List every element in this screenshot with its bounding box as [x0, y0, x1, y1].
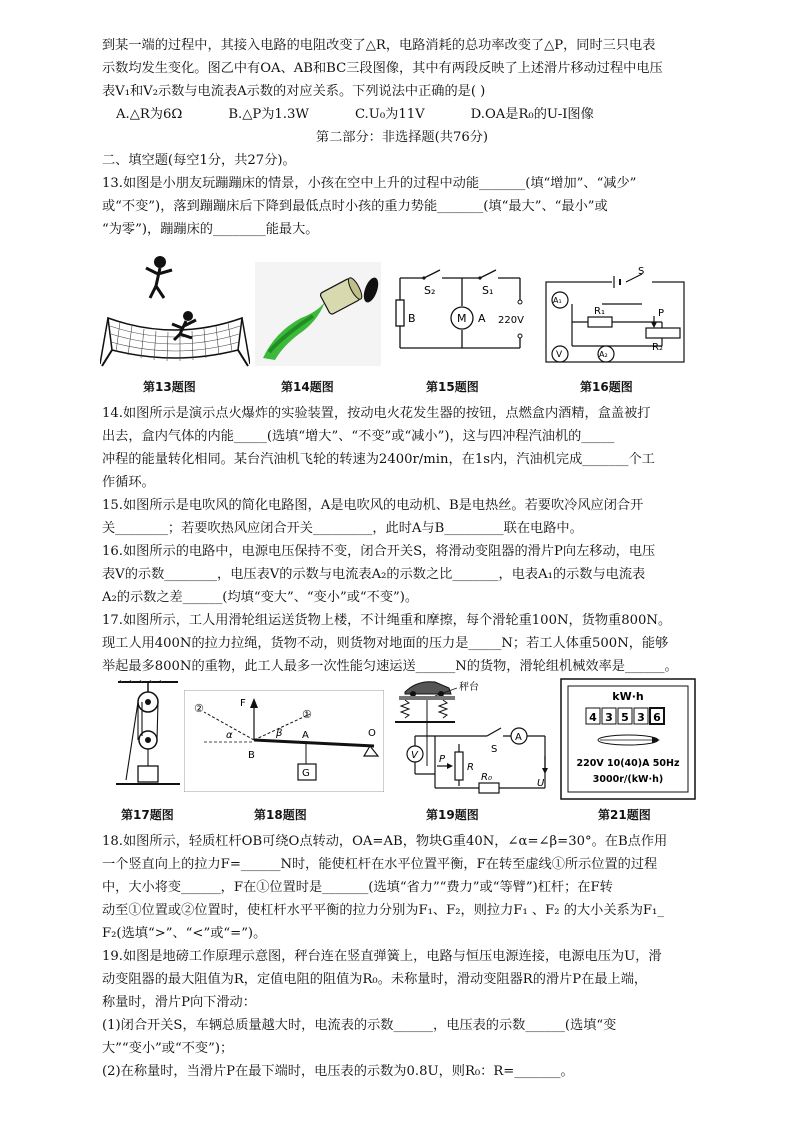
- q13-line2: 或“不变”)，落到蹦蹦床后下降到最低点时小孩的重力势能_______(填“最大”、“最小”或: [102, 199, 608, 214]
- fig16-v-label: V: [556, 350, 563, 360]
- fig18-o-label: O: [368, 728, 376, 739]
- fig21-digit-5: 6: [653, 711, 661, 724]
- caption-fig18: 第18题图: [254, 808, 307, 822]
- caption-fig14: 第14题图: [281, 380, 334, 394]
- q19-line6: (2)在称量时，当滑片P在最下端时，电压表的示数为0.8U，则R₀：R=_______。: [102, 1064, 574, 1079]
- fig21-digit-1: 4: [589, 711, 597, 724]
- q12-choices: [116, 103, 676, 126]
- fig16-circuit-diagram: [542, 262, 692, 370]
- fig18-circle2-label: ②: [194, 702, 204, 715]
- fig19-weighbridge-circuit: [395, 678, 553, 798]
- fig18-alpha-label: α: [226, 730, 233, 741]
- q14-line1: 14.如图所示是演示点火爆炸的实验装置，按动电火花发生器的按钮，点燃盒内酒精，盒盖被打: [102, 406, 651, 421]
- q14-line2: 出去，盒内气体的内能_____(选填“增大”、“不变”或“减小”)，这与四冲程汽油机的_____: [102, 429, 615, 444]
- fig16-p-label: P: [658, 308, 665, 319]
- part2-title: 第二部分：非选择题(共76分): [315, 130, 489, 145]
- fig21-digit-3: 5: [621, 711, 629, 724]
- caption-fig15: 第15题图: [426, 380, 479, 394]
- fig16-a1-label: A₁: [553, 296, 562, 305]
- fig18-beta-label: β: [276, 728, 283, 739]
- fig21-electricity-meter: [560, 678, 696, 800]
- q14-line4: 作循环。: [102, 475, 155, 490]
- fig16-r1-label: R₁: [594, 306, 605, 317]
- fig13-trampoline-illustration: [100, 254, 250, 370]
- fig19-u-label: U: [537, 778, 545, 789]
- q18-line4: 动至①位置或②位置时，使杠杆水平平衡的拉力分别为F₁、F₂，则拉力F₁ 、F₂ 的大小关系为F₁_: [102, 903, 664, 918]
- fig16-a2-label: A₂: [599, 350, 608, 359]
- q18-line2: 一个竖直向上的拉力F=______N时，能使杠杆在水平位置平衡，F在转至虚线①所示位置的过程: [102, 857, 658, 872]
- q12-line3: 表V₁和V₂示数与电流表A示数的对应关系。下列说法中正确的是( ): [102, 84, 486, 99]
- q18-line3: 中，大小将变______，F在①位置时是_______(选填“省力”“费力”或“等臂”)杠杆；在F转: [102, 880, 613, 895]
- fig18-f-label: F: [240, 698, 246, 709]
- fig18-circle1-label: ①: [302, 708, 312, 721]
- fig21-rev-label: 3000r/(kW·h): [592, 774, 664, 785]
- fig19-a-label: A: [515, 732, 522, 743]
- q14-line3: 冲程的能量转化相同。某台汽油机飞轮的转速为2400r/min，在1s内，汽油机完成_______个工: [102, 452, 655, 467]
- q15-line1: 15.如图所示是电吹风的简化电路图，A是电吹风的电动机、B是电热丝。若要吹冷风应闭合开: [102, 498, 644, 513]
- q16-line2: 表V的示数________，电压表V的示数与电流表A₂的示数之比_______，电表A₁的示数与电流表: [102, 567, 646, 582]
- caption-fig17: 第17题图: [121, 808, 174, 822]
- q17-line3: 举起最多800N的重物，此工人最多一次性能匀速运送______N的货物，滑轮组机械效率是______。: [102, 659, 678, 674]
- fig16-s-label: S: [638, 266, 645, 277]
- q12-line2: 示数均发生变化。图乙中有OA、AB和BC三段图像，其中有两段反映了上述滑片移动过程中电压: [102, 61, 663, 76]
- caption-fig19: 第19题图: [426, 808, 479, 822]
- q19-line5: 大”“变小”或“不变”)；: [102, 1041, 234, 1056]
- q15-line2: 关________；若要吹热风应闭合开关_________，此时A与B_________联在电路中。: [102, 521, 583, 536]
- q13-line3: “为零”)，蹦蹦床的________能最大。: [102, 222, 319, 237]
- fig17-pulley-system: [116, 680, 180, 792]
- q18-line1: 18.如图所示，轻质杠杆OB可绕O点转动，OA=AB，物块G重40N，∠α=∠β=30°。在B点作用: [102, 834, 668, 849]
- caption-fig21: 第21题图: [598, 808, 651, 822]
- q19-line4: (1)闭合开关S，车辆总质量越大时，电流表的示数______，电压表的示数______(选填“变: [102, 1018, 617, 1033]
- fig14-ignition-explosion-illustration: [255, 262, 381, 366]
- q12-choice-b: B.△P为1.3W: [228, 107, 309, 122]
- caption-fig16: 第16题图: [580, 380, 633, 394]
- q17-line2: 现工人用400N的拉力拉绳，货物不动，则货物对地面的压力是_____N；若工人体重500N，能够: [102, 636, 669, 651]
- q12-choice-c: C.U₀为11V: [354, 107, 425, 122]
- fig15-hair-dryer-circuit: [390, 266, 530, 360]
- fig15-s2-label: S₂: [424, 284, 436, 297]
- q19-line2: 动变阻器的最大阻值为R，定值电阻的阻值为R₀。未称量时，滑动变阻器R的滑片P在最上端，: [102, 972, 648, 987]
- fig15-s1-label: S₁: [482, 284, 494, 297]
- q19-line1: 19.如图是地磅工作原理示意图，秤台连在竖直弹簧上，电路与恒压电源连接，电源电压为U，滑: [102, 949, 662, 964]
- fig19-scale-label: 秤台: [459, 682, 479, 693]
- fig15-m-label: M: [457, 312, 467, 325]
- q18-line5: F₂(选填“>”、“<”或“=”)。: [102, 926, 267, 941]
- fig21-digit-4: 3: [637, 711, 645, 724]
- fig19-r-label: R: [467, 762, 474, 773]
- fig21-unit-label: kW·h: [612, 690, 644, 703]
- q16-line3: A₂的示数之差______(均填“变大”、“变小”或“不变”)。: [102, 590, 419, 605]
- fig18-lever-diagram: [184, 690, 384, 792]
- fig19-v-label: V: [411, 750, 418, 761]
- fig19-p-label: P: [439, 754, 446, 765]
- q16-line1: 16.如图所示的电路中，电源电压保持不变，闭合开关S，将滑动变阻器的滑片P向左移动，电压: [102, 544, 656, 559]
- q12-choice-d: D.OA是R₀的U-I图像: [470, 107, 594, 122]
- q13-line1: 13.如图是小朋友玩蹦蹦床的情景，小孩在空中上升的过程中动能_______(填“增加”、“减少”: [102, 176, 637, 191]
- section2-title: 二、填空题(每空1分，共27分)。: [102, 153, 296, 168]
- caption-fig13: 第13题图: [143, 380, 196, 394]
- q12-choice-a: A.△R为6Ω: [116, 107, 183, 122]
- fig19-s-label: S: [491, 744, 498, 755]
- fig21-digit-2: 3: [605, 711, 613, 724]
- fig15-voltage-label: 220V: [498, 315, 524, 326]
- fig19-r0-label: R₀: [481, 772, 492, 783]
- fig18-b-label: B: [248, 750, 255, 761]
- q19-line3: 称量时，滑片P向下滑动：: [102, 995, 256, 1010]
- fig15-b-label: B: [408, 312, 416, 325]
- q17-line1: 17.如图所示，工人用滑轮组运送货物上楼，不计绳重和摩擦，每个滑轮重100N，货物重800N。: [102, 613, 672, 628]
- fig16-r2-label: R₂: [652, 342, 663, 353]
- q12-line1: 到某一端的过程中，其接入电路的电阻改变了△R，电路消耗的总功率改变了△P，同时三只电表: [102, 38, 656, 53]
- fig18-g-label: G: [302, 768, 310, 779]
- fig15-a-label: A: [478, 312, 486, 325]
- fig21-spec-label: 220V 10(40)A 50Hz: [576, 758, 680, 769]
- fig18-a-label: A: [302, 730, 309, 741]
